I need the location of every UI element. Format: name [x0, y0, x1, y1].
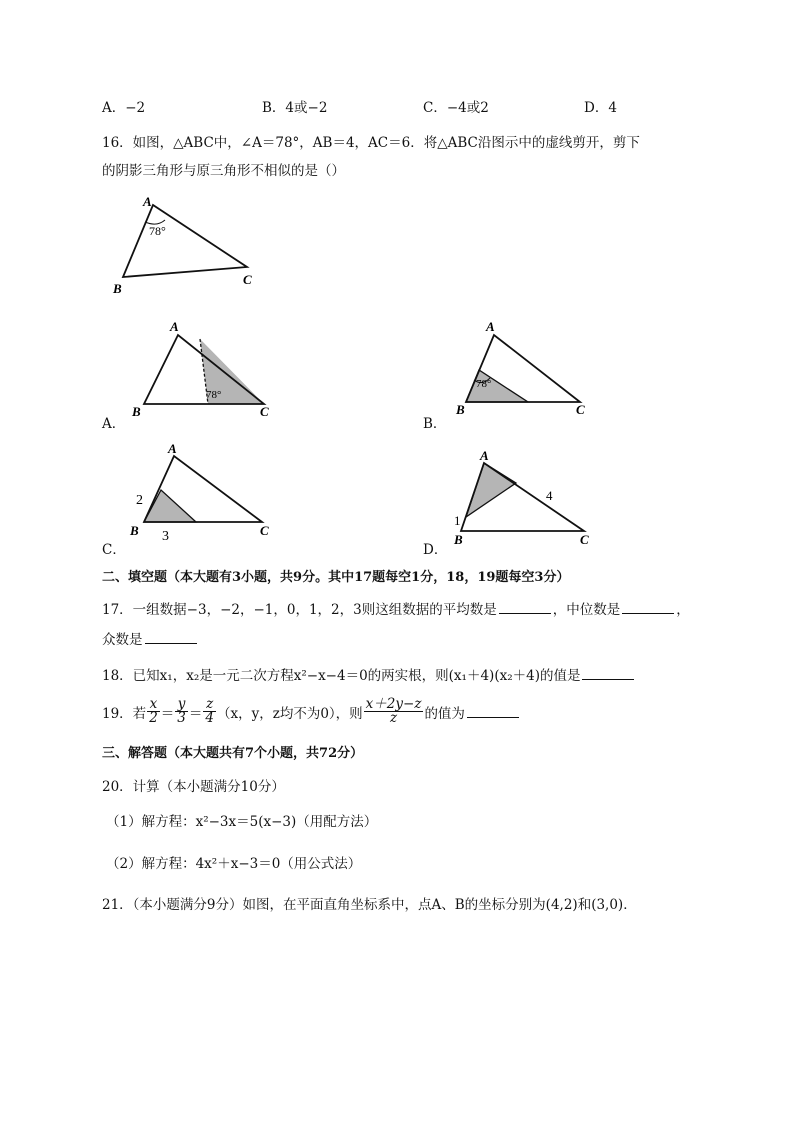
q15-option-a: A．−2	[102, 100, 146, 116]
vertex-a-label: A	[170, 319, 179, 334]
vertex-b-label: B	[130, 523, 139, 538]
angle-label: 78°	[476, 378, 492, 390]
q20-part1: （1）解方程：x²−3x＝5(x−3)（用配方法）	[106, 814, 378, 830]
q20-part2: （2）解方程：4x²＋x−3＝0（用公式法）	[106, 856, 362, 872]
side-label-1: 1	[454, 513, 461, 528]
q19-fraction-z-4	[203, 698, 216, 725]
angle-label: 78°	[206, 389, 222, 401]
q15-option-b: B．4或−2	[262, 100, 328, 116]
frac-num: x＋2y−z	[365, 696, 422, 712]
q21-text: 21．（本小题满分9分）如图，在平面直角坐标系中，点A、B的坐标分别为(4,2)和(3,0)．	[102, 897, 637, 913]
frac-num: x	[147, 698, 160, 712]
vertex-c-label: C	[260, 404, 269, 419]
q19-prefix: 19．若	[102, 705, 147, 722]
q17-text4: 众数是	[102, 632, 143, 648]
q19-line	[102, 698, 521, 725]
vertex-a-label: A	[480, 448, 489, 463]
frac-num: z	[203, 698, 216, 712]
vertex-b-label: B	[132, 404, 141, 419]
q17-line1	[102, 598, 690, 618]
vertex-b-label: B	[454, 532, 463, 547]
side-label-2: 2	[136, 493, 143, 508]
q16-stem-line1: 16．如图，△ABC中，∠A＝78°，AB＝4，AC＝6．将△ABC沿图示中的虚线剪开，剪下	[102, 135, 640, 151]
side-label-3: 3	[162, 529, 169, 544]
q17-text3: ，	[676, 602, 690, 618]
q19-fraction-x-2	[147, 698, 160, 725]
q16-main-triangle-figure	[105, 193, 275, 303]
frac-den: 2	[149, 710, 158, 726]
q17-text1: 17．一组数据−3，−2，−1，0，1，2，3则这组数据的平均数是	[102, 602, 497, 618]
vertex-c-label: C	[260, 523, 269, 538]
vertex-a-label: A	[143, 194, 152, 209]
q18-text: 18．已知x₁，x₂是一元二次方程x²−x−4＝0的两实根，则(x₁＋4)(x₂＋4)的值是	[102, 668, 581, 684]
section3-heading: 三、解答题（本大题共有7个小题，共72分）	[102, 746, 364, 761]
q17-line2	[102, 628, 199, 648]
q19-eq1: ＝	[160, 705, 175, 722]
q19-blank[interactable]	[467, 705, 519, 718]
q19-fraction-y-3	[175, 698, 188, 725]
q19-eq2: ＝	[188, 705, 203, 722]
vertex-c-label: C	[243, 272, 252, 287]
q15-option-d: D．4	[584, 100, 617, 116]
q18-blank[interactable]	[582, 667, 634, 680]
side-label-4: 4	[546, 488, 553, 503]
vertex-c-label: C	[576, 402, 585, 417]
q16-option-d-figure	[450, 445, 610, 550]
frac-den: 3	[177, 710, 186, 726]
q16-option-a-label: A．	[102, 416, 126, 432]
q16-option-b-figure	[450, 318, 610, 423]
q17-blank-median[interactable]	[622, 601, 674, 614]
q19-fraction-expression	[364, 698, 424, 725]
q19-condition: （x，y，z均不为0），则	[216, 705, 363, 722]
frac-num: y	[175, 698, 188, 712]
q16-option-c-label: C．	[102, 542, 126, 558]
q16-option-d-label: D．	[423, 542, 448, 558]
q20-title: 20．计算（本小题满分10分）	[102, 779, 285, 795]
q16-stem-line2: 的阴影三角形与原三角形不相似的是（）	[102, 163, 345, 179]
q17-blank-mode[interactable]	[145, 631, 197, 644]
main-triangle	[123, 205, 247, 277]
q16-option-c-figure	[128, 440, 288, 545]
vertex-a-label: A	[168, 441, 177, 456]
q19-suffix: 的值为	[424, 705, 465, 722]
frac-den: 4	[205, 710, 214, 726]
vertex-c-label: C	[580, 532, 589, 547]
q16-option-b-label: B．	[423, 416, 447, 432]
q17-blank-mean[interactable]	[499, 601, 551, 614]
vertex-a-label: A	[486, 319, 495, 334]
section2-heading: 二、填空题（本大题有3小题，共9分。其中17题每空1分，18，19题每空3分）	[102, 570, 570, 585]
frac-den: z	[389, 710, 398, 726]
q18-line	[102, 664, 636, 684]
q17-text2: ，中位数是	[552, 602, 621, 618]
vertex-b-label: B	[456, 402, 465, 417]
q16-option-a-figure	[128, 318, 288, 423]
vertex-b-label: B	[113, 281, 122, 296]
q15-option-c: C．−4或2	[423, 100, 489, 116]
angle-label: 78°	[149, 224, 166, 238]
shaded-triangle	[466, 463, 516, 517]
